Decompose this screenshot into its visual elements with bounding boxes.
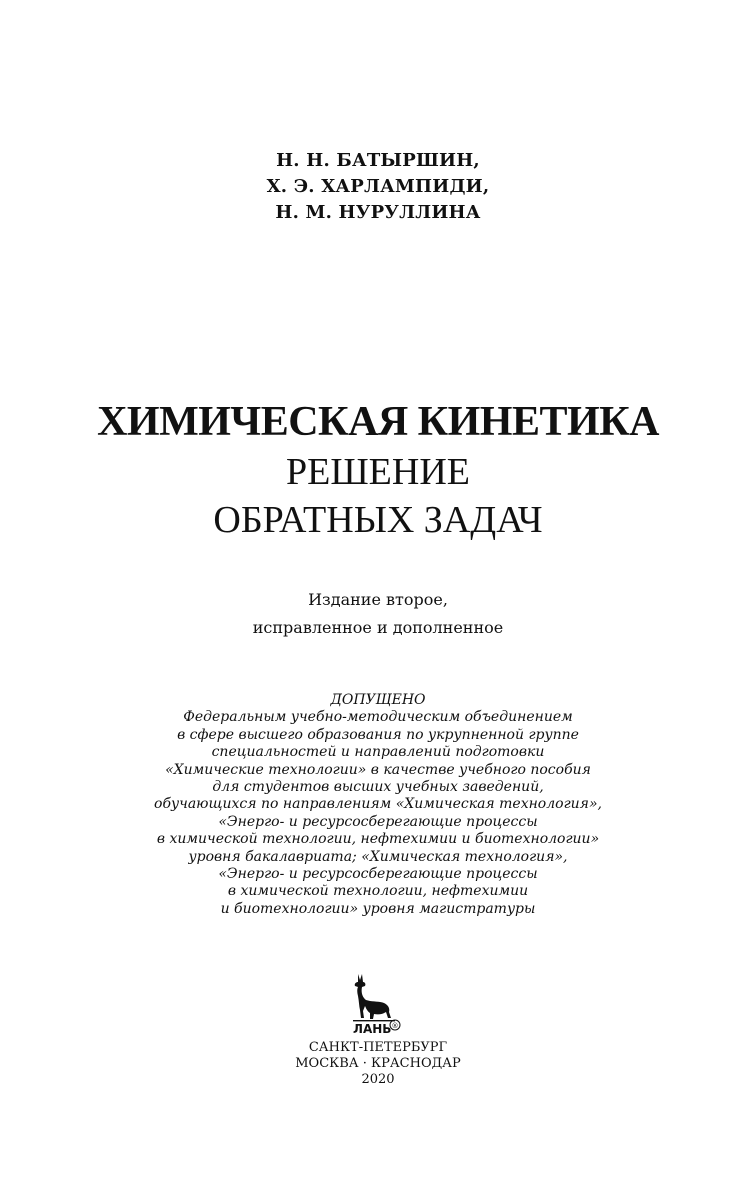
logo-text: ЛАНЬ [353,1022,392,1036]
approval-line: специальностей и направлений подготовки [211,744,545,761]
approval-line: «Химические технологии» в качестве учебного пособия [165,761,591,778]
approval-heading: ДОПУЩЕНО [330,692,426,708]
author-name: Х. Э. ХАРЛАМПИДИ, [266,176,490,197]
imprint-city: МОСКВА · КРАСНОДАР [295,1056,461,1071]
approval-line: уровня бакалавриата; «Химическая технология», [188,848,568,865]
edition-line: Издание второе, [308,590,448,609]
authors-block [0,148,756,226]
book-title [0,396,756,544]
imprint-block [0,1040,756,1088]
approval-line: обучающихся по направлениям «Химическая технология», [154,796,602,813]
imprint-year: 2020 [361,1072,395,1087]
approval-line: «Энерго- и ресурсосберегающие процессы [218,813,538,830]
author-name: Н. М. НУРУЛЛИНА [275,202,481,223]
author-name: Н. Н. БАТЫРШИН, [276,150,480,171]
title-line-2: РЕШЕНИЕ [286,451,470,493]
approval-line: «Энерго- и ресурсосберегающие процессы [218,866,538,883]
approval-line: и биотехнологии» уровня магистратуры [220,900,536,917]
edition-line: исправленное и дополненное [252,618,504,637]
approval-line: для студентов высших учебных заведений, [212,779,544,796]
title-line-3: ОБРАТНЫХ ЗАДАЧ [213,499,543,541]
approval-line: в химической технологии, нефтехимии и биотехнологии» [156,831,600,848]
imprint-city: САНКТ-ПЕТЕРБУРГ [308,1040,448,1055]
publisher-logo-doe-icon [346,970,402,1036]
approval-line: в сфере высшего образования по укрупненной группе [177,726,579,743]
approval-line: в химической технологии, нефтехимии [227,883,529,900]
registered-mark: ® [391,1022,399,1030]
approval-line: Федеральным учебно-методическим объединением [183,709,573,726]
title-main: ХИМИЧЕСКАЯ КИНЕТИКА [97,399,659,445]
approval-stamp-text [0,692,756,918]
edition-note [0,586,756,642]
